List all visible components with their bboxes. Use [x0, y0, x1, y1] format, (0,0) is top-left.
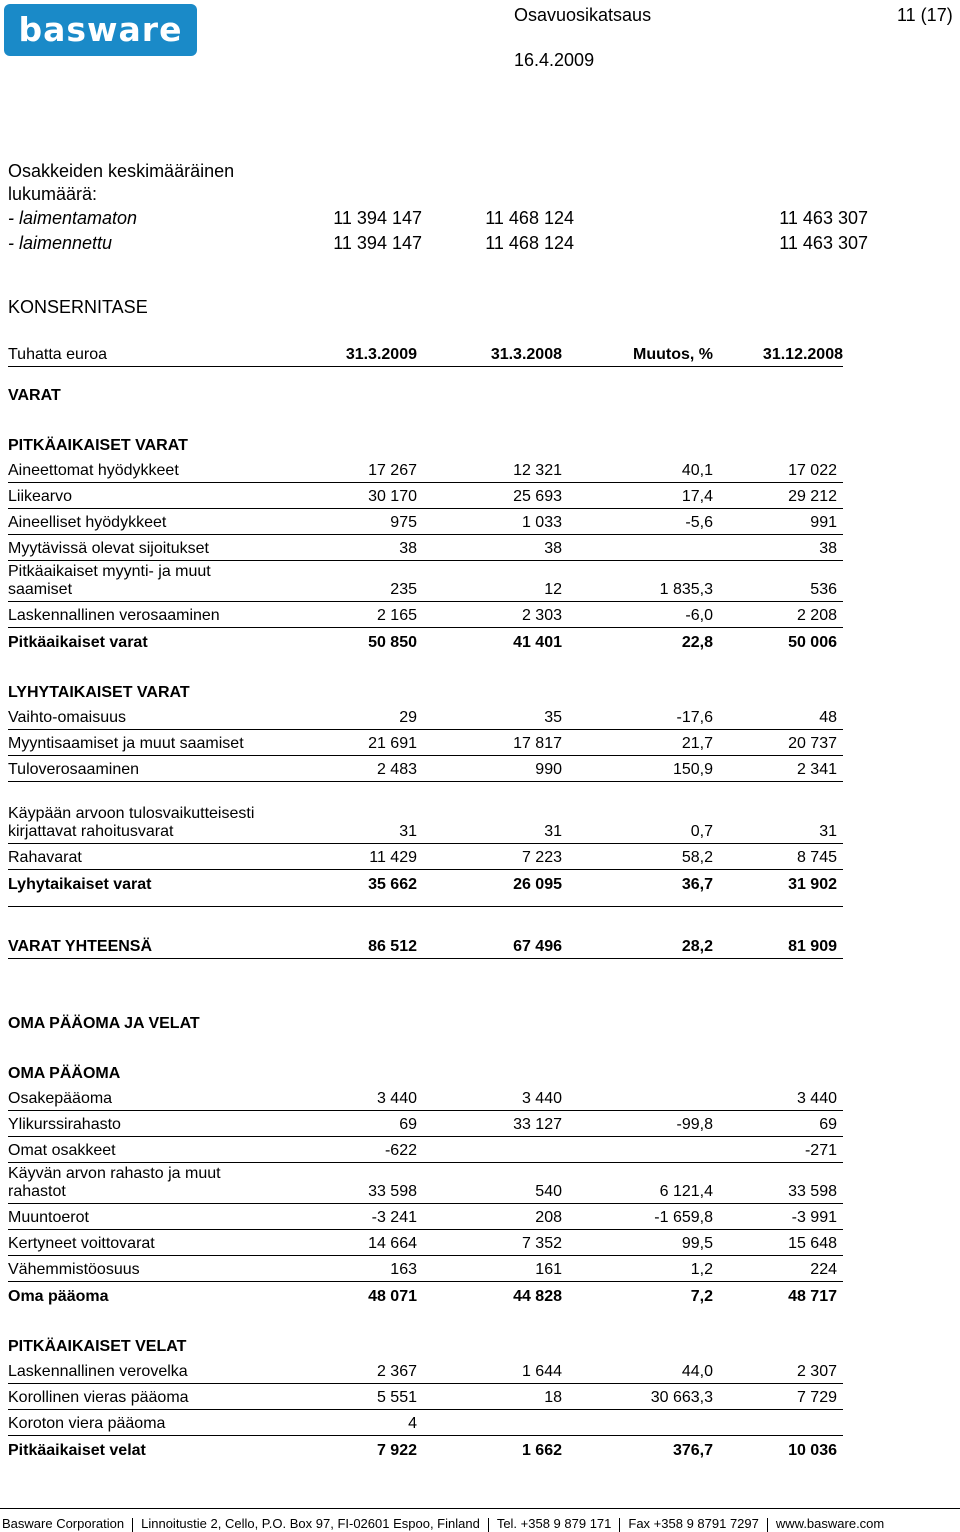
- row-value-c2: 33 127: [513, 1116, 562, 1133]
- row-value-c2: 41 401: [513, 634, 562, 651]
- row-value-c3: 1 835,3: [659, 581, 713, 598]
- row-value-c3: 30 663,3: [650, 1389, 713, 1406]
- section-title: KONSERNITASE: [8, 297, 148, 317]
- row-label: LYHYTAIKAISET VARAT: [8, 684, 190, 701]
- row-label: Pitkäaikaiset myynti- ja muut saamiset: [8, 563, 211, 598]
- row-value-c4: 33 598: [788, 1183, 837, 1200]
- share-count-label: - laimentamaton: [8, 208, 138, 228]
- row-value-c4: -3 991: [791, 1209, 837, 1226]
- column-header: 31.3.2009: [345, 346, 417, 363]
- row-value-c3: -1 659,8: [654, 1209, 713, 1226]
- row-label: Pitkäaikaiset velat: [8, 1442, 146, 1459]
- table-row: [8, 509, 843, 535]
- row-value-c1: 33 598: [368, 1183, 417, 1200]
- share-count-row: [8, 206, 868, 231]
- row-value-c1: 69: [399, 1116, 417, 1133]
- table-row: [8, 870, 843, 896]
- row-value-c2: 26 095: [513, 876, 562, 893]
- row-value-c4: 69: [819, 1116, 837, 1133]
- row-value-c3: 36,7: [681, 876, 713, 893]
- row-value-c4: 224: [810, 1261, 837, 1278]
- share-count-value: 11 463 307: [779, 208, 868, 228]
- table-row: [8, 1204, 843, 1230]
- row-label: Koroton viera pääoma: [8, 1415, 166, 1432]
- row-value-c3: 6 121,4: [659, 1183, 713, 1200]
- table-row: [8, 407, 843, 457]
- table-row: [8, 1436, 843, 1462]
- footer-web: www.basware.com: [775, 1516, 885, 1531]
- table-row: [8, 730, 843, 756]
- row-label: Käyvän arvon rahasto ja muut rahastot: [8, 1165, 221, 1200]
- row-value-c2: 1 033: [521, 514, 562, 531]
- row-value-c4: 20 737: [788, 735, 837, 752]
- row-value-c3: -5,6: [685, 514, 713, 531]
- row-value-c4: 536: [810, 581, 837, 598]
- row-value-c4: 31 902: [788, 876, 837, 893]
- table-row: [8, 959, 843, 1035]
- row-value-c2: 25 693: [513, 488, 562, 505]
- row-label: Rahavarat: [8, 849, 82, 866]
- row-value-c1: 7 922: [376, 1442, 417, 1459]
- row-value-c1: 29: [399, 709, 417, 726]
- row-label: Omat osakkeet: [8, 1142, 116, 1159]
- table-row: [8, 1384, 843, 1410]
- row-value-c4: 38: [819, 540, 837, 557]
- table-row: [8, 907, 843, 959]
- row-value-c3: 0,7: [690, 823, 713, 840]
- row-value-c4: 48: [819, 709, 837, 726]
- row-value-c4: 3 440: [796, 1090, 837, 1107]
- share-count-value: 11 468 124: [485, 208, 574, 228]
- row-value-c4: 15 648: [788, 1235, 837, 1252]
- row-label: Vaihto-omaisuus: [8, 709, 126, 726]
- row-value-c2: 990: [535, 761, 562, 778]
- row-label: Korollinen vieras pääoma: [8, 1389, 189, 1406]
- column-header-label: Tuhatta euroa: [8, 346, 108, 363]
- row-label: Laskennallinen verovelka: [8, 1363, 188, 1380]
- table-row: [8, 628, 843, 654]
- document-date: 16.4.2009: [514, 50, 595, 70]
- row-label: Oma pääoma: [8, 1288, 109, 1305]
- row-value-c4: 991: [810, 514, 837, 531]
- row-value-c4: 7 729: [796, 1389, 837, 1406]
- row-value-c1: 35 662: [368, 876, 417, 893]
- row-value-c4: 8 745: [796, 849, 837, 866]
- row-value-c1: 38: [399, 540, 417, 557]
- footer-separator: [619, 1518, 620, 1532]
- table-row: [8, 1035, 843, 1085]
- basware-logo: basware: [4, 4, 197, 56]
- row-value-c1: -3 241: [371, 1209, 417, 1226]
- row-value-c1: 50 850: [368, 634, 417, 651]
- row-label: Aineelliset hyödykkeet: [8, 514, 167, 531]
- row-label: Aineettomat hyödykkeet: [8, 462, 179, 479]
- row-value-c4: 31: [819, 823, 837, 840]
- row-value-c3: 7,2: [690, 1288, 713, 1305]
- table-row: [8, 561, 843, 602]
- row-value-c2: 31: [544, 823, 562, 840]
- row-value-c4: 2 341: [796, 761, 837, 778]
- table-row: [8, 844, 843, 870]
- row-value-c1: 31: [399, 823, 417, 840]
- row-value-c3: 22,8: [681, 634, 713, 651]
- row-value-c3: -17,6: [676, 709, 713, 726]
- column-header: 31.12.2008: [762, 346, 843, 363]
- footer-separator: [132, 1518, 133, 1532]
- row-value-c1: 4: [408, 1415, 417, 1432]
- row-label: Muuntoerot: [8, 1209, 89, 1226]
- row-label: Myyntisaamiset ja muut saamiset: [8, 735, 244, 752]
- row-value-c2: 12 321: [513, 462, 562, 479]
- row-value-c1: -622: [384, 1142, 417, 1159]
- share-count-value: 11 468 124: [485, 233, 574, 253]
- row-value-c4: 29 212: [788, 488, 837, 505]
- row-label: Vähemmistöosuus: [8, 1261, 140, 1278]
- row-value-c4: 50 006: [788, 634, 837, 651]
- column-header: 31.3.2008: [490, 346, 562, 363]
- row-value-c4: 17 022: [788, 462, 837, 479]
- share-count-value: 11 463 307: [779, 233, 868, 253]
- row-value-c1: 975: [390, 514, 417, 531]
- column-header: Muutos, %: [633, 346, 713, 363]
- table-row: [8, 1256, 843, 1282]
- row-value-c2: 44 828: [513, 1288, 562, 1305]
- row-label: Osakepääoma: [8, 1090, 113, 1107]
- table-row: [8, 1085, 843, 1111]
- table-row: [8, 1163, 843, 1204]
- row-value-c4: 2 307: [796, 1363, 837, 1380]
- row-label: Pitkäaikaiset varat: [8, 634, 148, 651]
- row-value-c1: 2 483: [376, 761, 417, 778]
- row-value-c4: 2 208: [796, 607, 837, 624]
- page-number: 11 (17): [897, 5, 953, 25]
- row-value-c2: 1 662: [521, 1442, 562, 1459]
- table-row: [8, 535, 843, 561]
- row-value-c3: 44,0: [681, 1363, 713, 1380]
- row-value-c1: 2 165: [376, 607, 417, 624]
- footer-separator: [767, 1518, 768, 1532]
- table-row: [8, 1308, 843, 1358]
- row-value-c2: 38: [544, 540, 562, 557]
- table-row: [8, 483, 843, 509]
- row-value-c2: 18: [544, 1389, 562, 1406]
- table-row: [8, 782, 843, 844]
- row-value-c2: 35: [544, 709, 562, 726]
- table-row: [8, 704, 843, 730]
- table-row: [8, 1230, 843, 1256]
- document-title: Osavuosikatsaus: [514, 5, 652, 25]
- row-value-c1: 11 429: [369, 849, 417, 866]
- row-value-c3: 99,5: [681, 1235, 713, 1252]
- row-label: Liikearvo: [8, 488, 73, 505]
- share-count-block: [8, 160, 868, 256]
- balance-sheet: [0, 340, 960, 1462]
- table-row: [8, 602, 843, 628]
- row-value-c2: 7 223: [521, 849, 562, 866]
- row-label: Lyhytaikaiset varat: [8, 876, 152, 893]
- row-value-c3: 150,9: [672, 761, 713, 778]
- row-value-c3: 1,2: [690, 1261, 713, 1278]
- row-value-c2: 3 440: [521, 1090, 562, 1107]
- row-value-c3: 40,1: [681, 462, 713, 479]
- row-value-c3: -6,0: [685, 607, 713, 624]
- row-label: Kertyneet voittovarat: [8, 1235, 155, 1252]
- row-value-c1: 3 440: [376, 1090, 417, 1107]
- table-row: [8, 1111, 843, 1137]
- row-value-c3: 58,2: [681, 849, 713, 866]
- row-label: OMA PÄÄOMA: [8, 1065, 121, 1082]
- row-label: Käypään arvoon tulosvaikutteisesti kirjattavat rahoitusvarat: [8, 805, 255, 840]
- table-row: [8, 1358, 843, 1384]
- row-value-c4: 81 909: [788, 938, 837, 955]
- row-label: VARAT: [8, 387, 61, 404]
- row-value-c2: 161: [535, 1261, 562, 1278]
- page-footer: [0, 1508, 960, 1532]
- table-row: [8, 1282, 843, 1308]
- row-label: Laskennallinen verosaaminen: [8, 607, 220, 624]
- column-header-row: [8, 340, 843, 367]
- row-value-c2: 12: [544, 581, 562, 598]
- row-label: Tuloverosaaminen: [8, 761, 140, 778]
- footer-tel: Tel. +358 9 879 171: [496, 1516, 612, 1531]
- footer-separator: [488, 1518, 489, 1532]
- row-value-c1: 163: [390, 1261, 417, 1278]
- row-label: VARAT YHTEENSÄ: [8, 938, 153, 955]
- share-count-value: 11 394 147: [333, 208, 422, 228]
- share-count-value: 11 394 147: [333, 233, 422, 253]
- row-value-c2: 7 352: [521, 1235, 562, 1252]
- footer-company: Basware Corporation: [2, 1516, 125, 1531]
- row-label: OMA PÄÄOMA JA VELAT: [8, 1015, 200, 1032]
- table-row: [8, 1137, 843, 1163]
- table-row: [8, 1410, 843, 1436]
- row-value-c3: -99,8: [676, 1116, 713, 1133]
- row-value-c2: 17 817: [513, 735, 562, 752]
- row-label: Ylikurssirahasto: [8, 1116, 121, 1133]
- row-value-c1: 30 170: [368, 488, 417, 505]
- row-value-c4: 10 036: [788, 1442, 837, 1459]
- row-value-c1: 5 551: [376, 1389, 417, 1406]
- row-value-c2: 1 644: [521, 1363, 562, 1380]
- share-count-label: - laimennettu: [8, 233, 113, 253]
- share-count-title: Osakkeiden keskimääräinen lukumäärä:: [8, 161, 235, 204]
- row-value-c2: 540: [535, 1183, 562, 1200]
- row-value-c1: 235: [390, 581, 417, 598]
- row-value-c1: 17 267: [368, 462, 417, 479]
- row-value-c2: 2 303: [521, 607, 562, 624]
- row-value-c1: 48 071: [368, 1288, 417, 1305]
- table-row: [8, 367, 843, 407]
- row-value-c2: 208: [535, 1209, 562, 1226]
- row-value-c2: 67 496: [513, 938, 562, 955]
- row-value-c4: -271: [804, 1142, 837, 1159]
- row-label: PITKÄAIKAISET VELAT: [8, 1338, 187, 1355]
- spacer: [8, 896, 843, 907]
- row-value-c1: 14 664: [368, 1235, 417, 1252]
- row-value-c3: 376,7: [672, 1442, 713, 1459]
- row-label: PITKÄAIKAISET VARAT: [8, 437, 188, 454]
- footer-address: Linnoitustie 2, Cello, P.O. Box 97, FI-02601 Espoo, Finland: [141, 1516, 480, 1531]
- table-row: [8, 756, 843, 782]
- row-value-c4: 48 717: [788, 1288, 837, 1305]
- table-row: [8, 654, 843, 704]
- row-value-c3: 17,4: [681, 488, 713, 505]
- row-value-c3: 21,7: [681, 735, 713, 752]
- row-value-c3: 28,2: [681, 938, 713, 955]
- table-row: [8, 457, 843, 483]
- row-value-c1: 86 512: [368, 938, 417, 955]
- row-value-c1: 2 367: [376, 1363, 417, 1380]
- footer-fax: Fax +358 9 8791 7297: [628, 1516, 759, 1531]
- share-count-row: [8, 231, 868, 256]
- row-value-c1: 21 691: [368, 735, 417, 752]
- row-label: Myytävissä olevat sijoitukset: [8, 540, 209, 557]
